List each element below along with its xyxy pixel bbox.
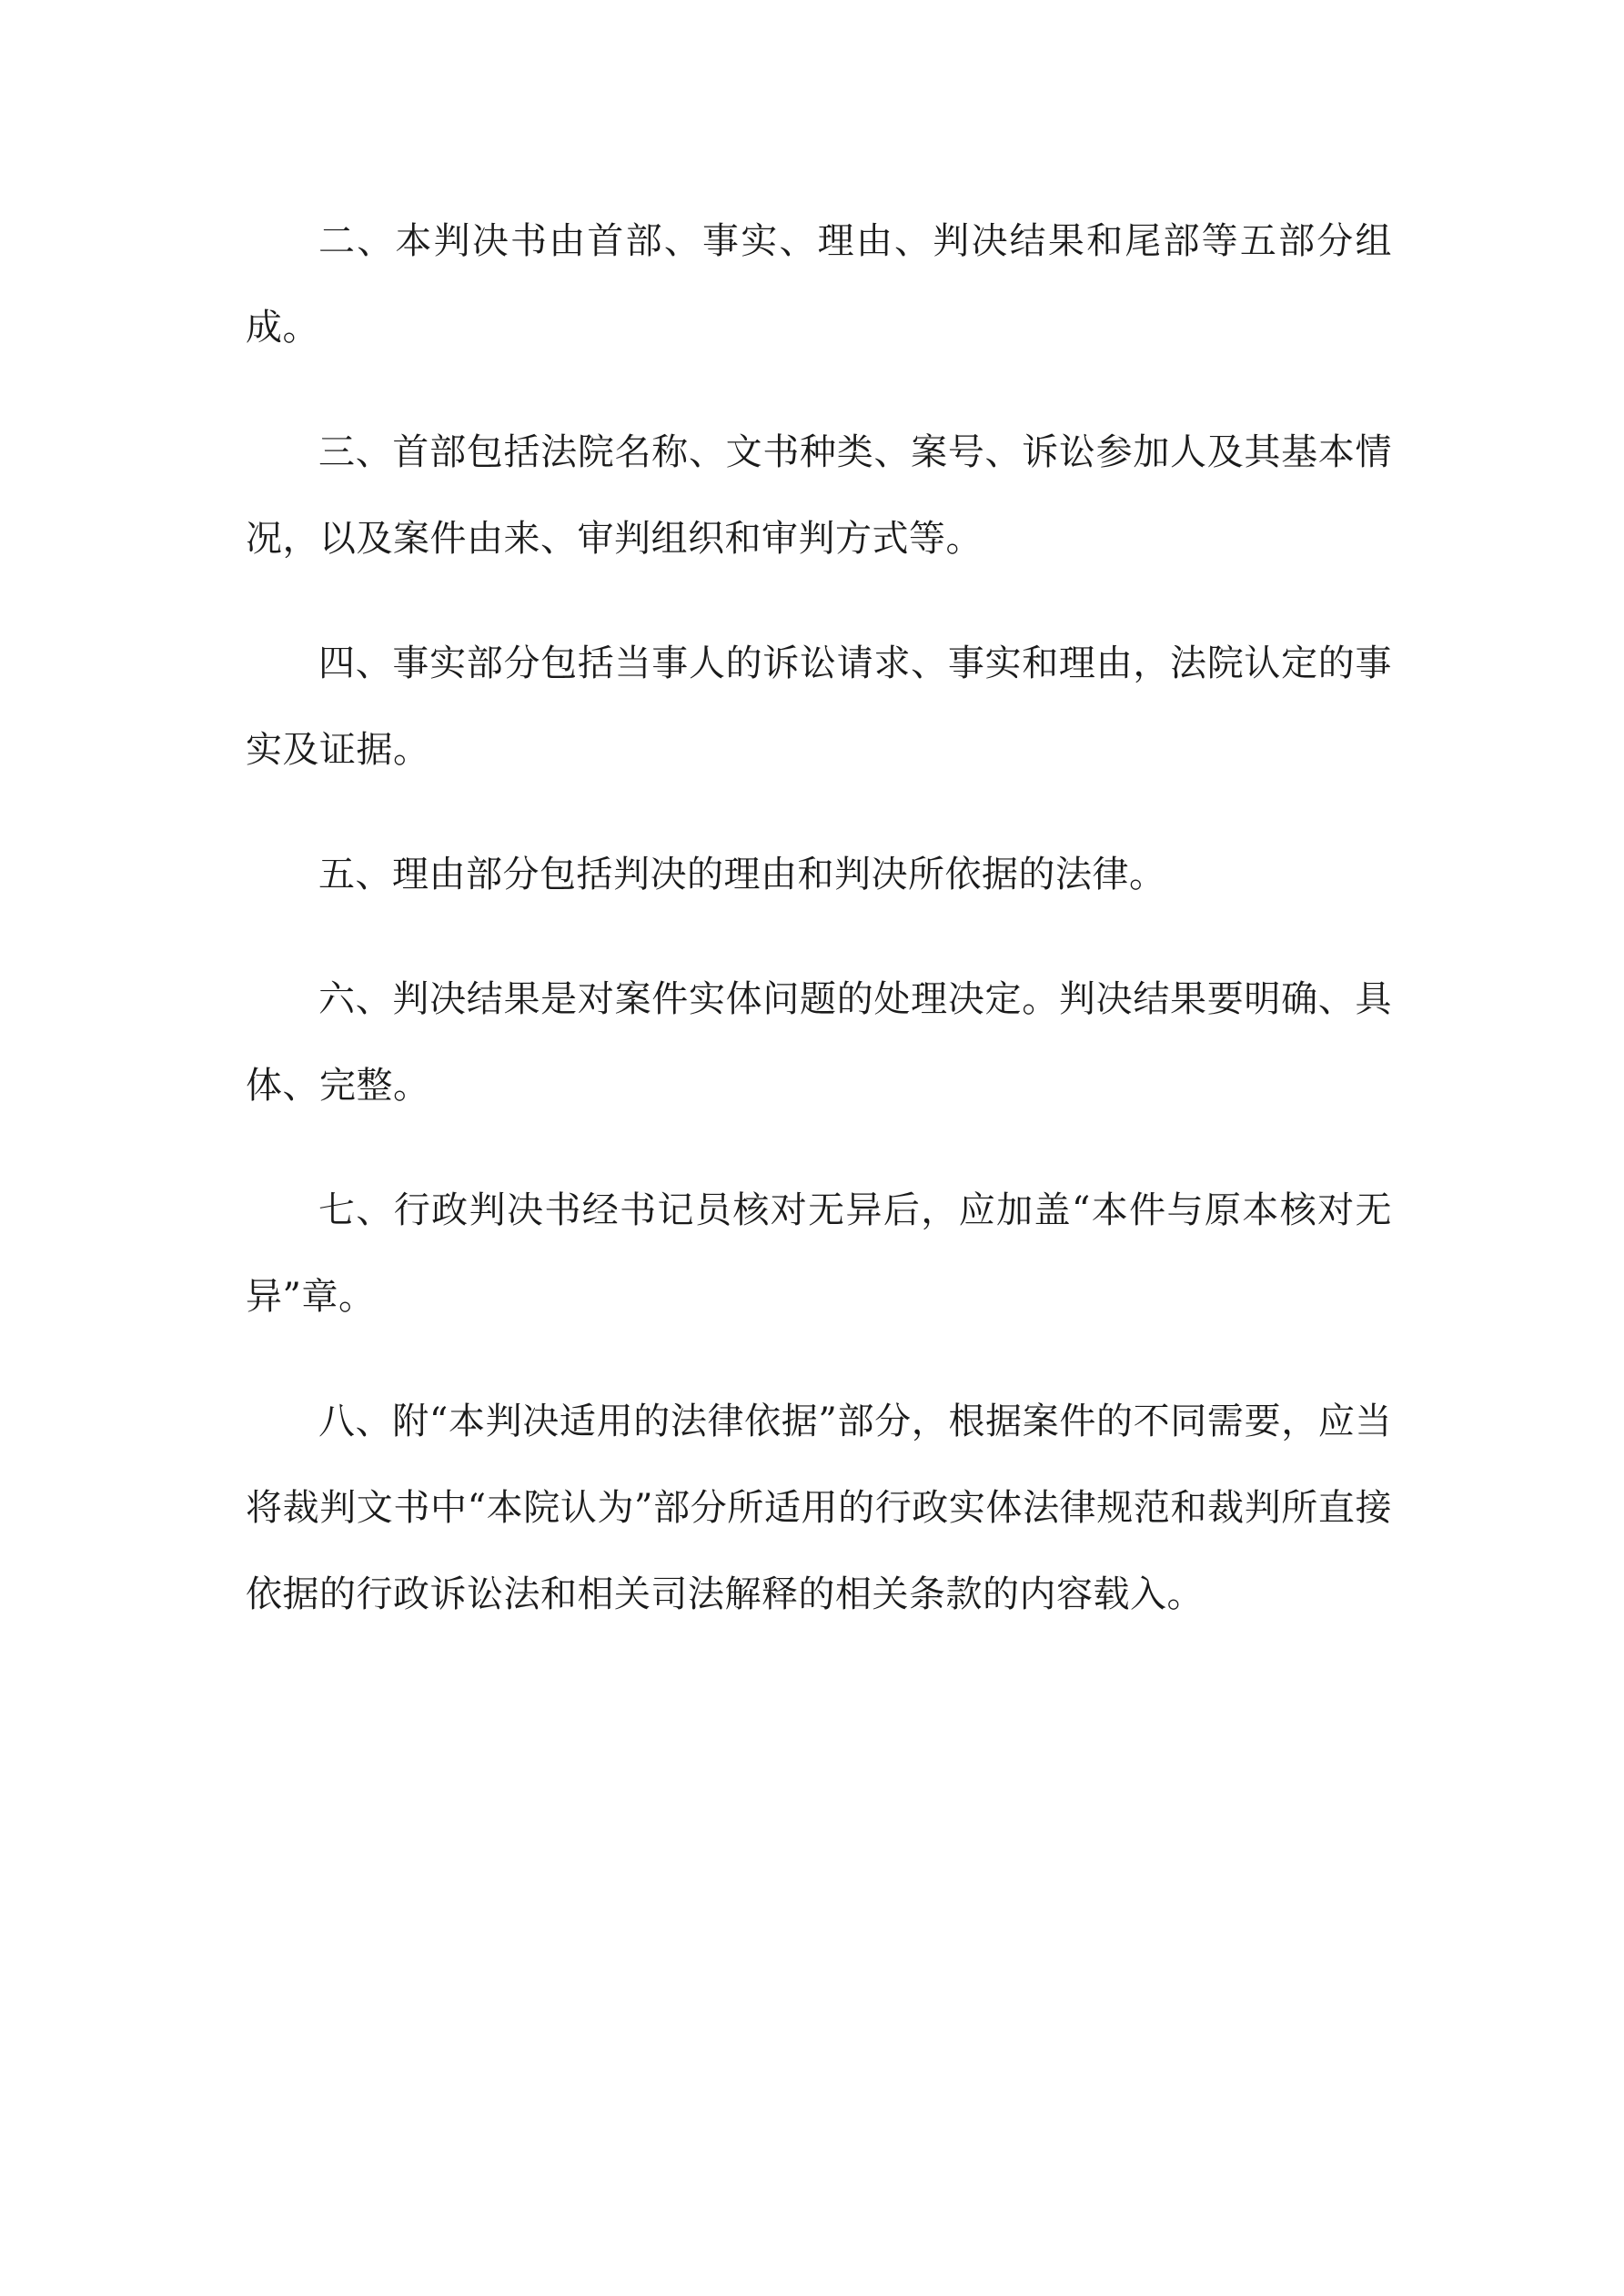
paragraph-6: 六、判决结果是对案件实体问题的处理决定。判决结果要明确、具体、完整。 xyxy=(246,978,1392,1107)
paragraph-2: 二、本判决书由首部、事实、理由、判决结果和尾部等五部分组成。 xyxy=(246,220,1392,349)
paragraph-8: 八、附“本判决适用的法律依据”部分，根据案件的不同需要，应当将裁判文书中“本院认为”部分所适用的行政实体法律规范和裁判所直接依据的行政诉讼法和相关司法解释的相关条款的内容载入。 xyxy=(246,1401,1392,1615)
paragraph-3: 三、首部包括法院名称、文书种类、案号、诉讼参加人及其基本情况，以及案件由来、审判组织和审判方式等。 xyxy=(246,431,1392,560)
paragraph-7: 七、行政判决书经书记员核对无异后，应加盖“本件与原本核对无异”章。 xyxy=(246,1189,1392,1318)
paragraph-4: 四、事实部分包括当事人的诉讼请求、事实和理由，法院认定的事实及证据。 xyxy=(246,642,1392,771)
paragraph-5: 五、理由部分包括判决的理由和判决所依据的法律。 xyxy=(318,854,1166,895)
document-body xyxy=(246,198,1392,1676)
